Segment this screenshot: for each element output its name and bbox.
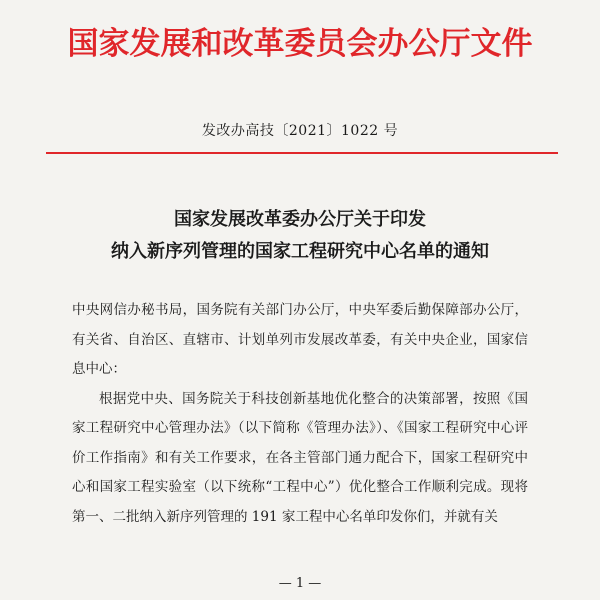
document-title-line2: 纳入新序列管理的国家工程研究中心名单的通知 xyxy=(111,241,489,262)
addressee-paragraph: 中央网信办秘书局，国务院有关部门办公厅，中央军委后勤保障部办公厅，有关省、自治区、直辖市、计划单列市发展改革委，有关中央企业，国家信息中心： xyxy=(72,302,528,377)
issuing-authority-header: 国家发展和改革委员会办公厅文件 xyxy=(67,26,533,62)
page-number: — 1 — xyxy=(278,576,322,591)
document-title-line1: 国家发展改革委办公厅关于印发 xyxy=(174,209,426,230)
document-number: 发改办高技〔2021〕1022 号 xyxy=(201,123,399,139)
document-title xyxy=(0,204,600,268)
body-paragraph-1: 根据党中央、国务院关于科技创新基地优化整合的决策部署，按照《国家工程研究中心管理办法》（以下简称《管理办法》）、《国家工程研究中心评价工作指南》和有关工作要求，在各主管部门通力配合下，国家工程研究中心和国家工程实验室（以下统称“工程中心”）优化整合工作顺利完成。现将第一、二批纳入新序列管理的 191 家工程中心名单印发你们，并就有关 xyxy=(72,390,528,525)
red-divider-line xyxy=(46,152,558,154)
document-body xyxy=(72,296,528,532)
